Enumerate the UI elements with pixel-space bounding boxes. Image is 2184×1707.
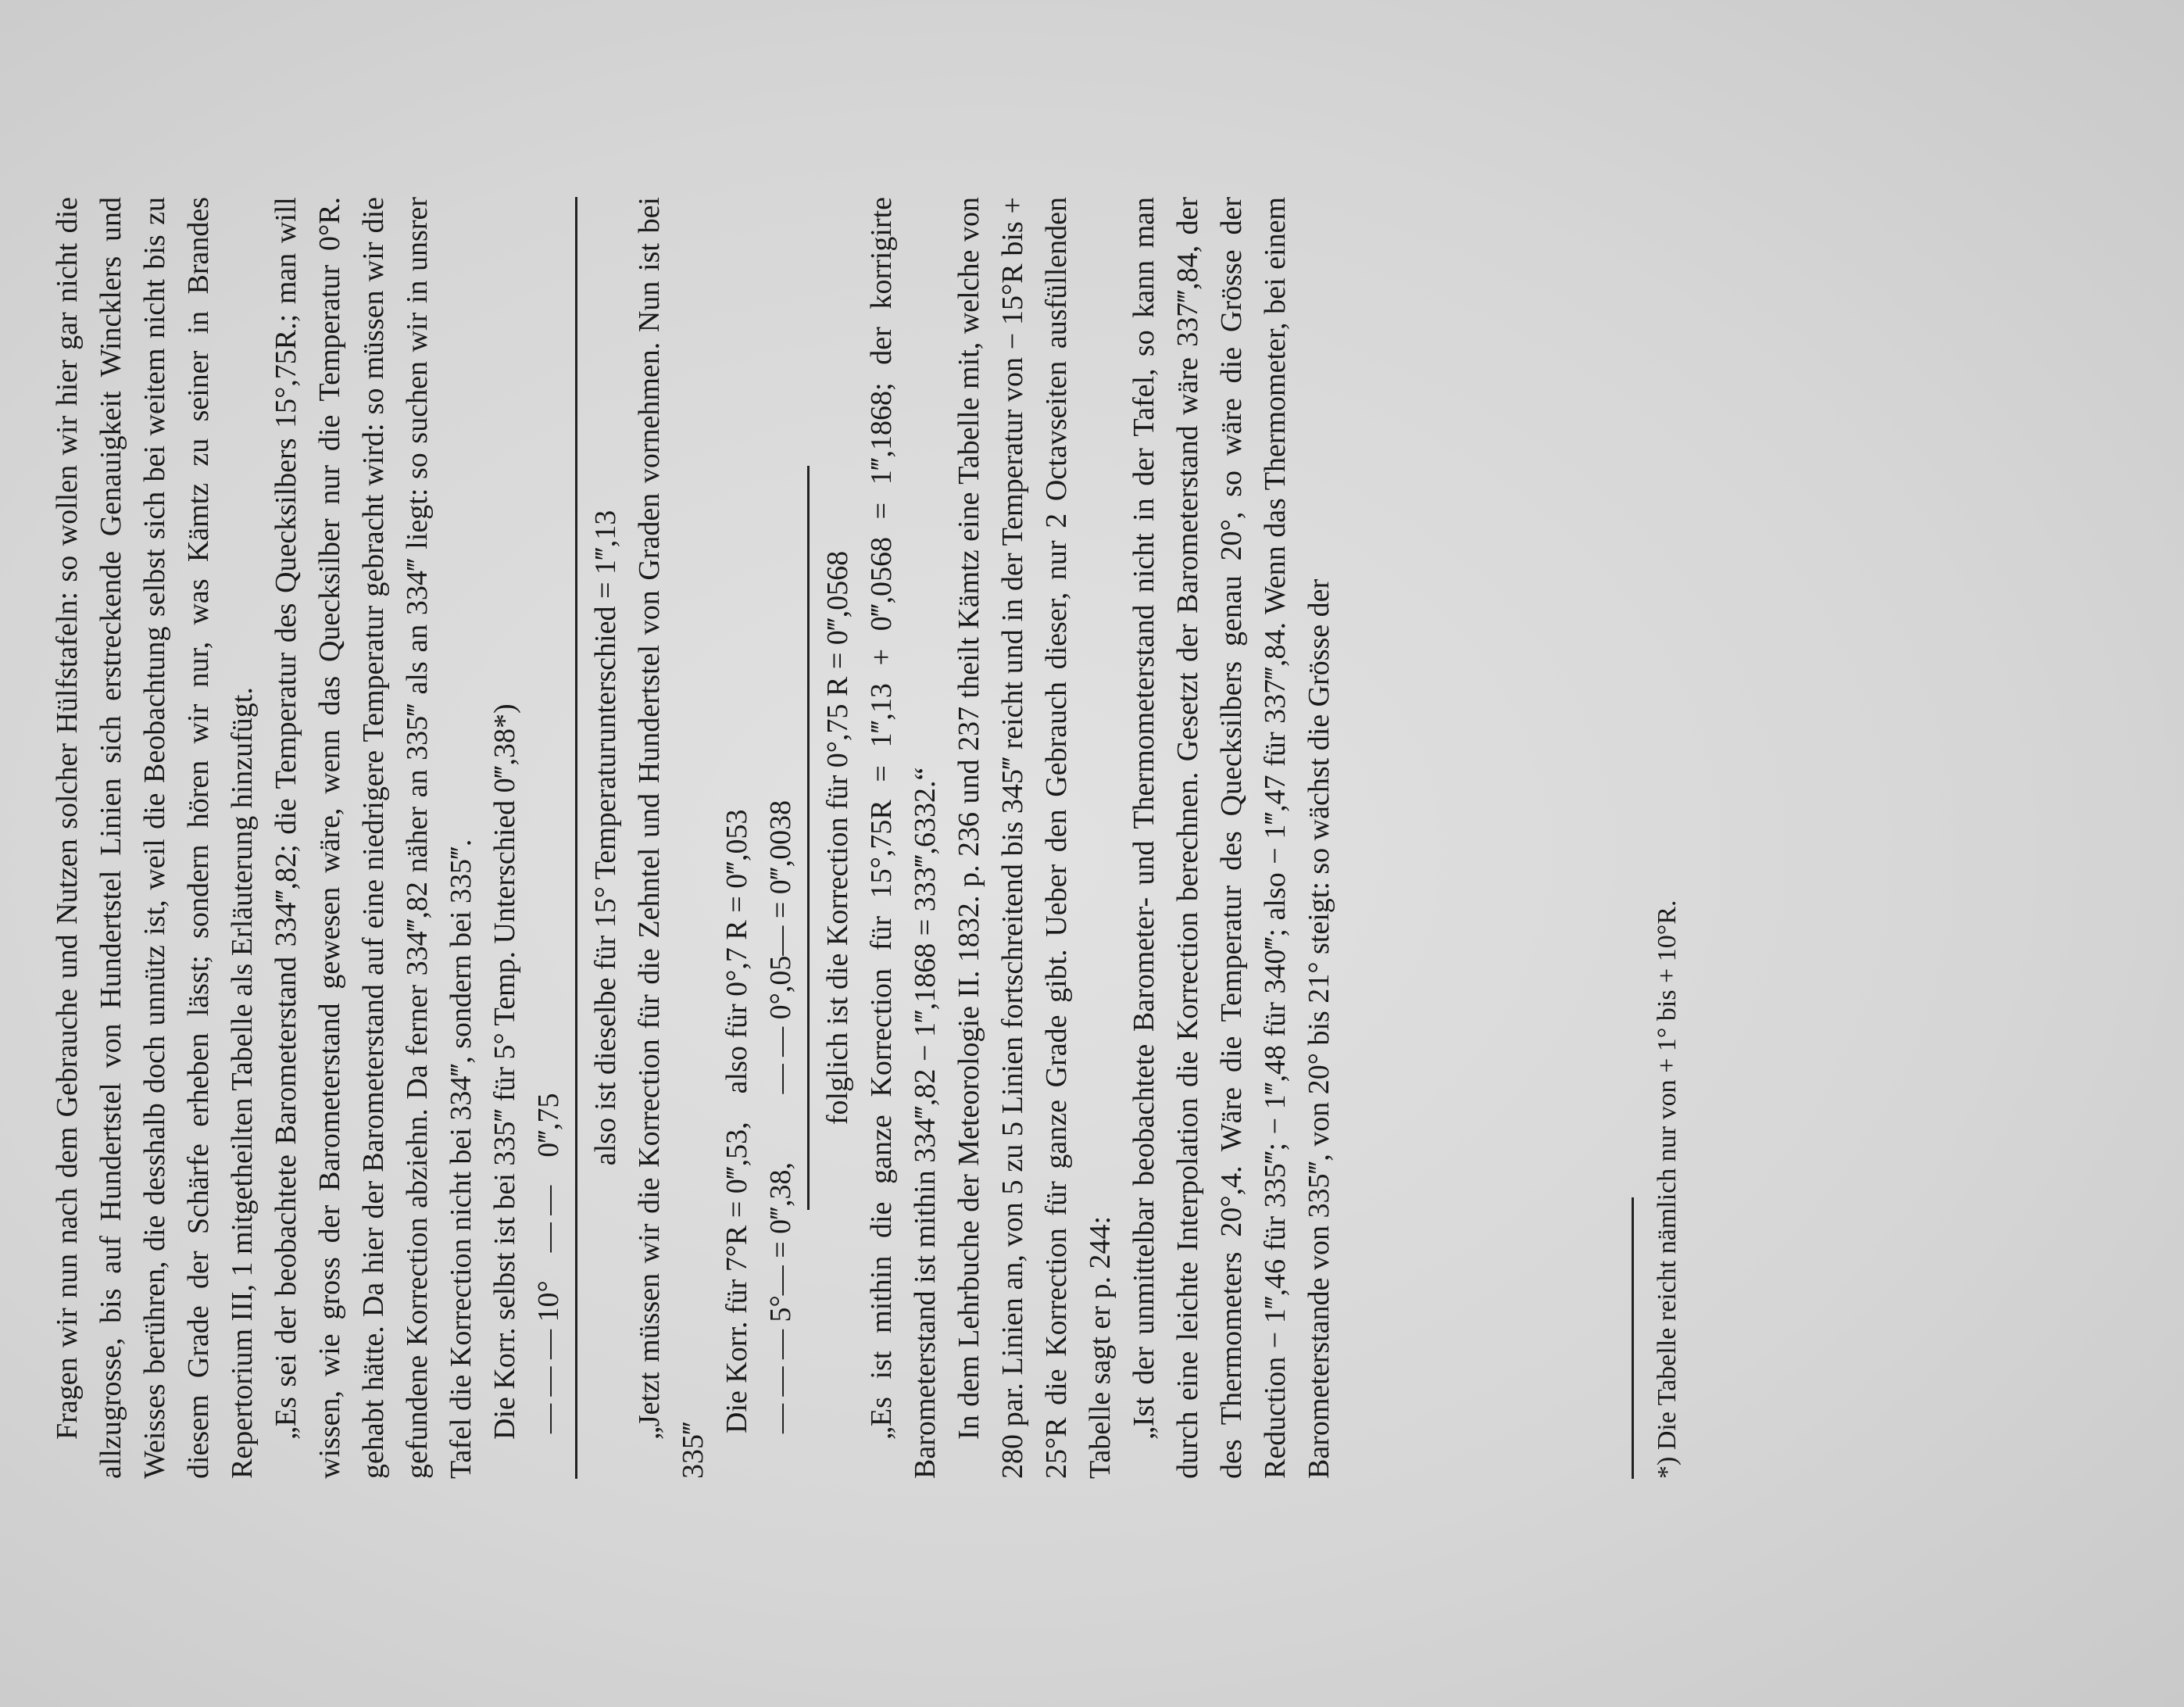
table-cell: — — (531, 1185, 565, 1253)
table-cell: also für 0°,7 R = 0‴,053 (720, 809, 753, 1094)
paragraph-es-ist: „Es ist mithin die ganze Korrection für 15°,75R = 1‴,13 + 0‴,0568 = 1‴,1868; der korrigirte Barometerstand ist mithin 334‴,82 − 1‴,1868 = 333‴,6332.“ (864, 197, 942, 1479)
table-row (759, 786, 802, 1448)
body-text (45, 197, 1341, 1479)
footnote: *) Die Tabelle reicht nämlich nur von + 1° bis + 10°R. (1652, 900, 1682, 1479)
table-row (715, 786, 759, 1448)
paragraph-ist-der: „Ist der unmittelbar beobachtete Barometer- und Thermometerstand nicht in der Tafel, so kann man durch eine leichte Interpolation die Korrection berechnen. Gesetzt der Barometerstand wäre 337‴,84, der des Thermometers 20°,4. Wäre die Temperatur des Quecksilbers genau 20°, so wäre die Grösse der Reduction − 1‴,46 für 335‴; − 1‴,48 für 340‴; also − 1‴,47 für 337‴,84. Wenn das Thermometer, bei einem Barometerstande von 335‴, von 20° bis 21° steigt: so wächst die Grösse der (1127, 197, 1335, 1479)
paragraph-die-korr: Die Korr. selbst ist bei 335‴ für 5° Temp. Unterschied 0‴,38*) (488, 703, 521, 1440)
table-cell: 0‴,75 (531, 1093, 565, 1158)
paragraph-lehrbuch: In dem Lehrbuche der Meteorologie II. 1832. p. 236 und 237 theilt Kämtz eine Tabelle mit, welche von 280 par. Linien an, von 5 zu 5 Linien fortschreitend bis 345‴ reicht und in der Temperatur von − 15°R bis + 25°R die Korrection für ganze Grade gibt. Ueber den Gebrauch dieser, nur 2 Octavseiten ausfüllenden Tabelle sagt er p. 244: (952, 197, 1117, 1479)
line-folglich: folglich ist die Korrection für 0°,75 R = 0‴,0568 (820, 550, 854, 1125)
table-cell: Die Korr. für 7°R = 0‴,53, (720, 1122, 753, 1433)
correction-table-1 (527, 1079, 570, 1448)
table-cell: — — 0°,05— = 0‴,0038 (763, 800, 797, 1094)
paragraph-es-sei: „Es sei der beobachtete Barometerstand 334‴,82; die Temperatur des Quecksilbers 15°,75R.; man will wissen, wie gross der Barometerstand gewesen wäre, wenn das Quecksilber nur die Temperatur 0°R. gehabt hätte. Da hier der Barometerstand auf eine niedrigere Temperatur gebracht wird: so müssen wir die gefundene Korrection abziehn. Da ferner 334‴,82 näher an 335‴ als an 334‴ liegt: so suchen wir in unsrer Tafel die Korrection nicht bei 334‴, sondern bei 335‴. (269, 197, 477, 1479)
table-row (527, 1079, 570, 1448)
footnote-divider (1632, 1197, 1634, 1479)
document-page (0, 111, 1835, 1596)
table-cell: — — — 10° (531, 1280, 565, 1433)
divider (575, 197, 577, 1479)
paragraph-jetzt: „Jetzt müssen wir die Korrection für die Zehntel und Hundertstel von Graden vornehmen. Nun ist bei 335‴ (632, 197, 710, 1479)
line-also: also ist dieselbe für 15° Temperaturunterschied = 1‴,13 (588, 510, 622, 1166)
paragraph-fragen: Fragen wir nun nach dem Gebrauche und Nutzen solcher Hülfstafeln: so wollen wir hier gar nicht die allzugrosse, bis auf Hundertstel von Hundertstel Linien sich erstreckende Genauigkeit Wincklers und Weisses berühren, die desshalb doch unnütz ist, weil die Beobachtung selbst sich bei weitem nicht bis zu diesem Grade der Schärfe erheben lässt; sondern hören wir nur, was Kämtz zu seiner in Brandes Repertorium III, 1 mitgetheilten Tabelle als Erläuterung hinzufügt. (50, 197, 259, 1479)
correction-table-2 (715, 786, 802, 1448)
divider (807, 466, 810, 1209)
table-cell: — — — 5°— = 0‴,38, (763, 1162, 797, 1433)
